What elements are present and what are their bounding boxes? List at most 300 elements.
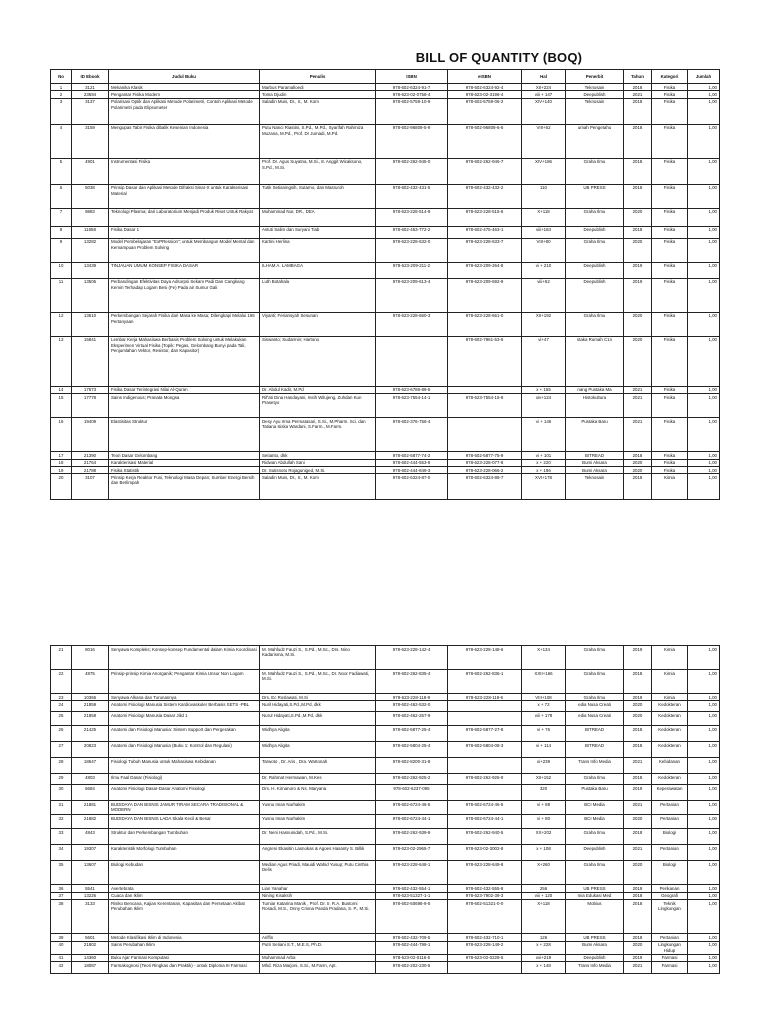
table-row (51, 84, 720, 91)
cell-no: 2 (51, 91, 72, 98)
cell-penerbit: Bumi Aksara (566, 467, 624, 474)
cell-no: 36 (51, 885, 72, 892)
cell-id-ebook: 19307 (72, 845, 109, 861)
cell-tahun: 2019 (624, 954, 652, 961)
cell-hal: vi+47 (522, 336, 566, 386)
cell-judul-buku: Perkembangan Sejarah Fisika dari Masa ke Masa; Dilengkapi Melalui 165 Pertanyaan (109, 312, 260, 336)
table-row (51, 91, 720, 98)
cell-tahun: 2020 (624, 459, 652, 466)
cell-penerbit: Mobius (566, 900, 624, 934)
cell-id-ebook: 21764 (72, 459, 109, 466)
cell-penerbit: Graha Ilmu (566, 670, 624, 694)
cell-eisbn: 978-602-262-836-1 (448, 670, 522, 694)
cell-kategori: Farmasi (652, 954, 688, 961)
cell-jumlah: 1,00 (688, 670, 720, 694)
table-row (51, 785, 720, 801)
cell-jumlah: 1,00 (688, 98, 720, 124)
cell-judul-buku: Ilmu Faal Dasar (Fisiologi) (109, 774, 260, 785)
cell-penerbit: nang Pustaka Ma (566, 386, 624, 393)
cell-tahun: 2021 (624, 394, 652, 418)
table-row (51, 98, 720, 124)
cell-penerbit: umah Pengetahu (566, 124, 624, 158)
cell-hal: vi + 101 (522, 452, 566, 459)
cell-id-ebook: 10366 (72, 694, 109, 701)
cell-no: 27 (51, 742, 72, 758)
cell-isbn: 978-602-432-431-5 (376, 184, 448, 208)
cell-jumlah: 1,00 (688, 892, 720, 899)
table-row (51, 312, 720, 336)
cell-tahun: 2021 (624, 845, 652, 861)
cell-hal: XIV+140 (522, 98, 566, 124)
cell-judul-buku: Struktur dan Perkembangan Tumbuhan (109, 829, 260, 845)
cell-jumlah: 1,00 (688, 829, 720, 845)
cell-isbn: 978-602-444-849-3 (376, 467, 448, 474)
cell-jumlah: 1,00 (688, 962, 720, 974)
table-row (51, 336, 720, 386)
cell-isbn: 978-602-453-772-2 (376, 226, 448, 238)
cell-no: 24 (51, 701, 72, 712)
cell-no: 42 (51, 962, 72, 974)
cell-penerbit: Bumi Aksara (566, 941, 624, 954)
cell-eisbn: 978-623-228-515-6 (448, 208, 522, 226)
cell-eisbn: 978-623-02-3196-4 (448, 91, 522, 98)
cell-kategori: Geografi (652, 892, 688, 899)
cell-isbn: 978-623-228-142-4 (376, 646, 448, 670)
table-row (51, 124, 720, 158)
cell-id-ebook: 4803 (72, 774, 109, 785)
cell-kategori: Fisika (652, 312, 688, 336)
cell-judul-buku: Teori Dasar Gelombang (109, 452, 260, 459)
cell-tahun: 2018 (624, 474, 652, 500)
table-row (51, 845, 720, 861)
cell-id-ebook: 5601 (72, 934, 109, 941)
cell-eisbn: 978-602-96809-6-6 (448, 124, 522, 158)
cell-isbn: 978-602-5877-74-2 (376, 452, 448, 459)
cell-jumlah: 1,00 (688, 785, 720, 801)
table-row (51, 474, 720, 500)
table-body-page-2 (51, 646, 720, 974)
header-hal: Hal (522, 70, 566, 84)
cell-hal: x + 155 (522, 386, 566, 393)
cell-isbn: 978-602-376-756-4 (376, 418, 448, 452)
cell-no: 10 (51, 262, 72, 278)
cell-penulis: Tarwoto , Dr. Aris , Dra. Wartonah (260, 758, 376, 774)
cell-judul-buku: Cuaca dan Iklim (109, 892, 260, 899)
table-row (51, 459, 720, 466)
cell-jumlah: 1,00 (688, 459, 720, 466)
cell-no: 30 (51, 785, 72, 801)
cell-id-ebook: 21859 (72, 701, 109, 712)
cell-no: 12 (51, 312, 72, 336)
cell-no: 31 (51, 801, 72, 815)
cell-jumlah: 1,00 (688, 262, 720, 278)
cell-isbn: 978-602-262-925-2 (376, 774, 448, 785)
cell-id-ebook: 9883 (72, 208, 109, 226)
table-row (51, 885, 720, 892)
cell-hal: VIII+62 (522, 124, 566, 158)
header-id-ebook: ID Ebook (72, 70, 109, 84)
cell-judul-buku: Biologi Kebudan (109, 861, 260, 885)
cell-jumlah: 1,00 (688, 885, 720, 892)
header-tahun: Tahun (624, 70, 652, 84)
cell-id-ebook: 13506 (72, 278, 109, 312)
cell-judul-buku: Perbandingan Efektivitas Daya Adsorpsi Sekam Padi Dan Cangkang Kemiri Terhadap Logam Besi (Fe) Pada air Sumur Gali (109, 278, 260, 312)
cell-kategori: Fisika (652, 278, 688, 312)
cell-penulis: Widhya Aligita (260, 742, 376, 758)
cell-eisbn: 978-602-432-432-2 (448, 184, 522, 208)
cell-isbn: 978-602-202-230-5 (376, 962, 448, 974)
cell-penulis: M. Mahfudz Fauzi S., S.Pd., M.Sc., Dr. Noor Fadiawati, M.Si. (260, 670, 376, 694)
cell-penulis: Viyanti; Feriansyah Sesunan (260, 312, 376, 336)
cell-kategori: Biologi (652, 861, 688, 885)
cell-id-ebook: 3121 (72, 84, 109, 91)
cell-jumlah: 1,00 (688, 394, 720, 418)
cell-kategori: Fisika (652, 386, 688, 393)
cell-eisbn (448, 785, 522, 801)
header-judul-buku: Judul Buku (109, 70, 260, 84)
cell-tahun: 2018 (624, 158, 652, 184)
cell-isbn: 978-602-432-554-1 (376, 885, 448, 892)
cell-penerbit: mia Edukasi Med (566, 892, 624, 899)
cell-kategori: Fisika (652, 418, 688, 452)
cell-id-ebook: 21881 (72, 801, 109, 815)
cell-eisbn: 978-602-6324-88-7 (448, 474, 522, 500)
cell-tahun: 2020 (624, 815, 652, 829)
cell-eisbn (448, 386, 522, 393)
cell-eisbn: 978-623-228-119-6 (448, 694, 522, 701)
cell-penerbit: BITREAD (566, 452, 624, 459)
cell-penerbit: Deepublish (566, 278, 624, 312)
cell-isbn: 978-602-262-835-4 (376, 670, 448, 694)
cell-eisbn: 978-623-228-633-7 (448, 238, 522, 262)
table-row (51, 701, 720, 712)
cell-jumlah: 1,00 (688, 91, 720, 98)
cell-penerbit: Graha Ilmu (566, 829, 624, 845)
cell-tahun: 2021 (624, 91, 652, 98)
cell-tahun: 2018 (624, 124, 652, 158)
cell-eisbn: 978-623-228-649-8 (448, 861, 522, 885)
cell-kategori: Kebidanan (652, 758, 688, 774)
cell-kategori: Farmasi (652, 962, 688, 974)
cell-penulis: Yusnu Iman Nurhakim (260, 815, 376, 829)
cell-tahun: 2019 (624, 694, 652, 701)
cell-penerbit: BITREAD (566, 742, 624, 758)
table-row (51, 815, 720, 829)
cell-penerbit: Trans Info Media (566, 758, 624, 774)
cell-judul-buku: Elastisitas Struktur (109, 418, 260, 452)
cell-judul-buku: Karakterisasi Material (109, 459, 260, 466)
cell-jumlah: 1,00 (688, 238, 720, 262)
cell-penulis: Ridwan Abdullah Sani (260, 459, 376, 466)
cell-isbn: 978-602-262-945-0 (376, 158, 448, 184)
cell-eisbn: 978-623-228-661-0 (448, 312, 522, 336)
cell-id-ebook: 23694 (72, 91, 109, 98)
cell-penerbit: Deepublish (566, 845, 624, 861)
cell-kategori: Fisika (652, 226, 688, 238)
table-row (51, 954, 720, 961)
cell-id-ebook: 21802 (72, 941, 109, 954)
cell-no: 13 (51, 336, 72, 386)
cell-penerbit: Graha Ilmu (566, 774, 624, 785)
cell-no: 26 (51, 726, 72, 742)
cell-isbn: 978-602-6324-91-7 (376, 84, 448, 91)
table-row (51, 900, 720, 934)
cell-judul-buku: Anatomi Fisiologi Dasar-Dasar Anatomi Fisiologi (109, 785, 260, 801)
cell-id-ebook: 4901 (72, 158, 109, 184)
cell-no: 11 (51, 278, 72, 312)
cell-kategori: Fisika (652, 158, 688, 184)
cell-jumlah: 1,00 (688, 278, 720, 312)
table-row (51, 208, 720, 226)
cell-judul-buku: Polarisasi Optik dan Aplikasi Metode Polarimetri, Contoh Aplikasi Metode Polarimetri pada Elipsometer (109, 98, 260, 124)
table-row (51, 726, 720, 742)
cell-id-ebook: 3159 (72, 124, 109, 158)
cell-no: 9 (51, 238, 72, 262)
cell-penerbit: edia Nusa Creati (566, 712, 624, 726)
cell-tahun: 2018 (624, 892, 652, 899)
cell-eisbn (448, 758, 522, 774)
cell-judul-buku: Sains Indigenous; Pranata Mongsa (109, 394, 260, 418)
cell-no: 4 (51, 124, 72, 158)
cell-id-ebook: 13439 (72, 262, 109, 278)
cell-no: 40 (51, 941, 72, 954)
cell-tahun: 2020 (624, 941, 652, 954)
cell-eisbn: 978-623-7902-39-3 (448, 892, 522, 899)
table-row (51, 861, 720, 885)
cell-eisbn: 978-623-209-264-8 (448, 262, 522, 278)
cell-hal: VIII+108 (522, 694, 566, 701)
cell-isbn: 978-602-5804-25-4 (376, 742, 448, 758)
cell-penulis: Drs. Ec Roslawati, M.Si (260, 694, 376, 701)
cell-penulis: Siswanto; Sudarmin; Hartono (260, 336, 376, 386)
cell-tahun: 2018 (624, 774, 652, 785)
cell-id-ebook: 13610 (72, 312, 109, 336)
cell-kategori: Fisika (652, 124, 688, 158)
cell-penulis: Saladin Muis, Dr., Ir., M. Kom (260, 98, 376, 124)
cell-penerbit: Graha Ilmu (566, 694, 624, 701)
cell-judul-buku: Mengupas Tabir Fisika dibalik Kesenian Indonesia (109, 124, 260, 158)
cell-eisbn: 978-602-432-710-1 (448, 934, 522, 941)
cell-id-ebook: 17573 (72, 386, 109, 393)
cell-kategori: Lingkungan Hidup (652, 941, 688, 954)
cell-eisbn: 978-602-262-940-5 (448, 829, 522, 845)
cell-tahun: 2021 (624, 962, 652, 974)
cell-kategori: Biologi (652, 829, 688, 845)
cell-hal: vi + 146 (522, 418, 566, 452)
cell-eisbn: 978-602-5877-75-9 (448, 452, 522, 459)
cell-eisbn (448, 701, 522, 712)
cell-penerbit: Graha Ilmu (566, 158, 624, 184)
cell-tahun: 2021 (624, 758, 652, 774)
cell-jumlah: 1,00 (688, 312, 720, 336)
cell-jumlah: 1,00 (688, 861, 720, 885)
table-row (51, 646, 720, 670)
cell-id-ebook: 3107 (72, 474, 109, 500)
document-title: BILL OF QUANTITY (BOQ) (415, 50, 583, 65)
cell-id-ebook: 13282 (72, 238, 109, 262)
cell-judul-buku: Lembar Kerja Mahasiswa Berbasis Problem Solving untuk Melakukan Eksperimen Virtual Fisika (Topik: Pegas, Gelombang Bunyi pada Tali, Penjumlahan Vektor, Resistor, dan Kapasitor) (109, 336, 260, 386)
boq-table-page-1 (50, 69, 720, 500)
cell-isbn: 978-623-209-211-2 (376, 262, 448, 278)
cell-penulis: Median Agus Priadi, Mauidi Wahid Yusup; Putu Cinthia Delis (260, 861, 376, 885)
cell-isbn: 978-623-02-0116-5 (376, 954, 448, 961)
cell-no: 32 (51, 815, 72, 829)
header-penulis: Penulis (260, 70, 376, 84)
cell-penulis: Lian Yanahar (260, 885, 376, 892)
cell-id-ebook: 21390 (72, 452, 109, 459)
table-row (51, 394, 720, 418)
cell-isbn: 978-623-209-613-4 (376, 278, 448, 312)
cell-no: 28 (51, 758, 72, 774)
cell-kategori: Kedokteran (652, 726, 688, 742)
cell-kategori: Pertanian (652, 801, 688, 815)
cell-judul-buku: Farmakognosi (Teori Ringkas dan Praktik) - untuk Diploma III Farmasi (109, 962, 260, 974)
cell-penerbit: Teknosain (566, 98, 624, 124)
cell-penerbit: UB PRESS (566, 184, 624, 208)
cell-isbn: 978-602-432-709-5 (376, 934, 448, 941)
cell-penulis: Widhya Aligita (260, 726, 376, 742)
cell-hal: XXII+166 (522, 670, 566, 694)
cell-penulis: M. Mahfudz Fauzi S., S.Pd., M.Sc., Drs. Nino Kadarisma, M.Si. (260, 646, 376, 670)
cell-id-ebook: 13226 (72, 892, 109, 899)
cell-id-ebook: 17778 (72, 394, 109, 418)
cell-penulis: Putri Setiani S.T., M.E.S, Ph.D. (260, 941, 376, 954)
cell-hal: XVI+178 (522, 474, 566, 500)
cell-id-ebook: 3133 (72, 900, 109, 934)
cell-no: 33 (51, 829, 72, 845)
cell-tahun: 2018 (624, 452, 652, 459)
cell-kategori: Kimia (652, 694, 688, 701)
cell-hal: viii + 120 (522, 892, 566, 899)
header-penerbit: Penerbit (566, 70, 624, 84)
cell-judul-buku: Instrumentasi Fisika (109, 158, 260, 184)
table-row (51, 452, 720, 459)
table-row (51, 712, 720, 726)
cell-tahun: 2020 (624, 208, 652, 226)
cell-tahun: 2018 (624, 900, 652, 934)
cell-tahun: 2020 (624, 712, 652, 726)
cell-kategori: Kedokteran (652, 701, 688, 712)
cell-kategori: Teknik Lingkungan (652, 900, 688, 934)
cell-penulis: Muhammad Nur, DR., DEA (260, 208, 376, 226)
table-row (51, 184, 720, 208)
cell-isbn: 978-602-444-799-1 (376, 941, 448, 954)
cell-judul-buku: Anatomi Fisiologi Manusia Sistem Kardiovaskuler Berbasis SETS -PBL (109, 701, 260, 712)
cell-eisbn: 978-602-5759-06-2 (448, 98, 522, 124)
cell-hal: x + 72 (522, 701, 566, 712)
cell-id-ebook: 6684 (72, 785, 109, 801)
cell-penulis: Setianto, dkk (260, 452, 376, 459)
cell-id-ebook: 5541 (72, 885, 109, 892)
cell-penerbit: staka Rumah C1n (566, 336, 624, 386)
cell-hal: X+118 (522, 208, 566, 226)
cell-tahun: 2019 (624, 885, 652, 892)
cell-isbn: 978-602-96809-5-9 (376, 124, 448, 158)
cell-id-ebook: 21882 (72, 815, 109, 829)
cell-isbn: 978-623-7554-14-1 (376, 394, 448, 418)
table-row (51, 418, 720, 452)
table-row (51, 278, 720, 312)
cell-no: 17 (51, 452, 72, 459)
cell-jumlah: 1,00 (688, 801, 720, 815)
cell-jumlah: 1,00 (688, 934, 720, 941)
cell-hal: X+134 (522, 646, 566, 670)
table-row (51, 758, 720, 774)
table-row (51, 801, 720, 815)
table-row (51, 742, 720, 758)
cell-hal: x + 220 (522, 459, 566, 466)
cell-eisbn: 978-602-6324-92-4 (448, 84, 522, 91)
cell-hal: X+118 (522, 900, 566, 934)
cell-judul-buku: Metode Klasifikasi Iklim di Indonesia (109, 934, 260, 941)
cell-penulis: ILHAM A. LAMBAGA (260, 262, 376, 278)
cell-hal: vi + 88 (522, 801, 566, 815)
cell-eisbn: 978-623-228-148-6 (448, 646, 522, 670)
cell-hal: x + 108 (522, 845, 566, 861)
cell-penulis: Mhd. Riza Marjoni, S.Si., M.Farm, Apt. (260, 962, 376, 974)
cell-isbn: 978-623-228-632-0 (376, 238, 448, 262)
cell-hal: vi + 210 (522, 262, 566, 278)
cell-jumlah: 1,00 (688, 774, 720, 785)
cell-hal: 256 (522, 885, 566, 892)
header-kategori: Kategori (652, 70, 688, 84)
cell-judul-buku: Teknologi Plasma; dari Laboratorium Menjadi Produk Riset Untuk Rakyat (109, 208, 260, 226)
cell-isbn: 978-602-444-553-9 (376, 459, 448, 466)
cell-penerbit: BCI Media (566, 801, 624, 815)
cell-penerbit: Deepublish (566, 262, 624, 278)
cell-penulis: Ariffin (260, 934, 376, 941)
cell-penerbit: BITREAD (566, 726, 624, 742)
cell-kategori: Kedokteran (652, 774, 688, 785)
cell-jumlah: 1,00 (688, 941, 720, 954)
cell-no: 15 (51, 394, 72, 418)
cell-eisbn: 978-623-7554-15-8 (448, 394, 522, 418)
cell-eisbn: 978-602-5804-08-3 (448, 742, 522, 758)
table-row (51, 386, 720, 393)
cell-penulis: Muhammad Arba (260, 954, 376, 961)
table-row (51, 226, 720, 238)
cell-judul-buku: Fisika Dasar Terintegrasi Nilai Al-Quran (109, 386, 260, 393)
cell-isbn: 978-623-6786-89-5 (376, 386, 448, 393)
cell-penerbit: UB PRESS (566, 934, 624, 941)
cell-tahun: 2020 (624, 467, 652, 474)
cell-penerbit: edia Nusa Creati (566, 701, 624, 712)
cell-isbn: 978-623-228-648-1 (376, 861, 448, 885)
cell-jumlah: 1,00 (688, 900, 720, 934)
cell-hal: viii + 147 (522, 91, 566, 98)
cell-id-ebook: 20823 (72, 742, 109, 758)
cell-no: 1 (51, 84, 72, 91)
cell-jumlah: 1,00 (688, 694, 720, 701)
cell-isbn: 978-623-228-660-3 (376, 312, 448, 336)
cell-jumlah: 1,00 (688, 474, 720, 500)
cell-judul-buku: BUDIDAYA DAN BISNIS JAMUR TIRAM SECARA TRADISIONAL & MODERN (109, 801, 260, 815)
cell-penerbit: Deepublish (566, 954, 624, 961)
table-row (51, 934, 720, 941)
cell-hal: x + 228 (522, 941, 566, 954)
cell-eisbn: 978-602-5877-27-8 (448, 726, 522, 742)
cell-penerbit: Pustaka Baru (566, 418, 624, 452)
cell-kategori: Fisika (652, 238, 688, 262)
cell-judul-buku: Prinsip-prinsip Kimia Anorganik; Pengantar Kimia Unsur Non Logam (109, 670, 260, 694)
table-row (51, 962, 720, 974)
cell-penulis: Putu Nanci Riastini, S.Pd., M.Pd., Syarifah Rahmiza Muzana, M.Pd., Prof. Dr Jumadi, M.Pd. (260, 124, 376, 158)
cell-kategori: Fisika (652, 91, 688, 98)
cell-no: 14 (51, 386, 72, 393)
cell-jumlah: 1,00 (688, 815, 720, 829)
cell-judul-buku: Avertebrata (109, 885, 260, 892)
cell-penulis: Nuril Hidayati,S.Pd.,M.Pd, dkk (260, 701, 376, 712)
